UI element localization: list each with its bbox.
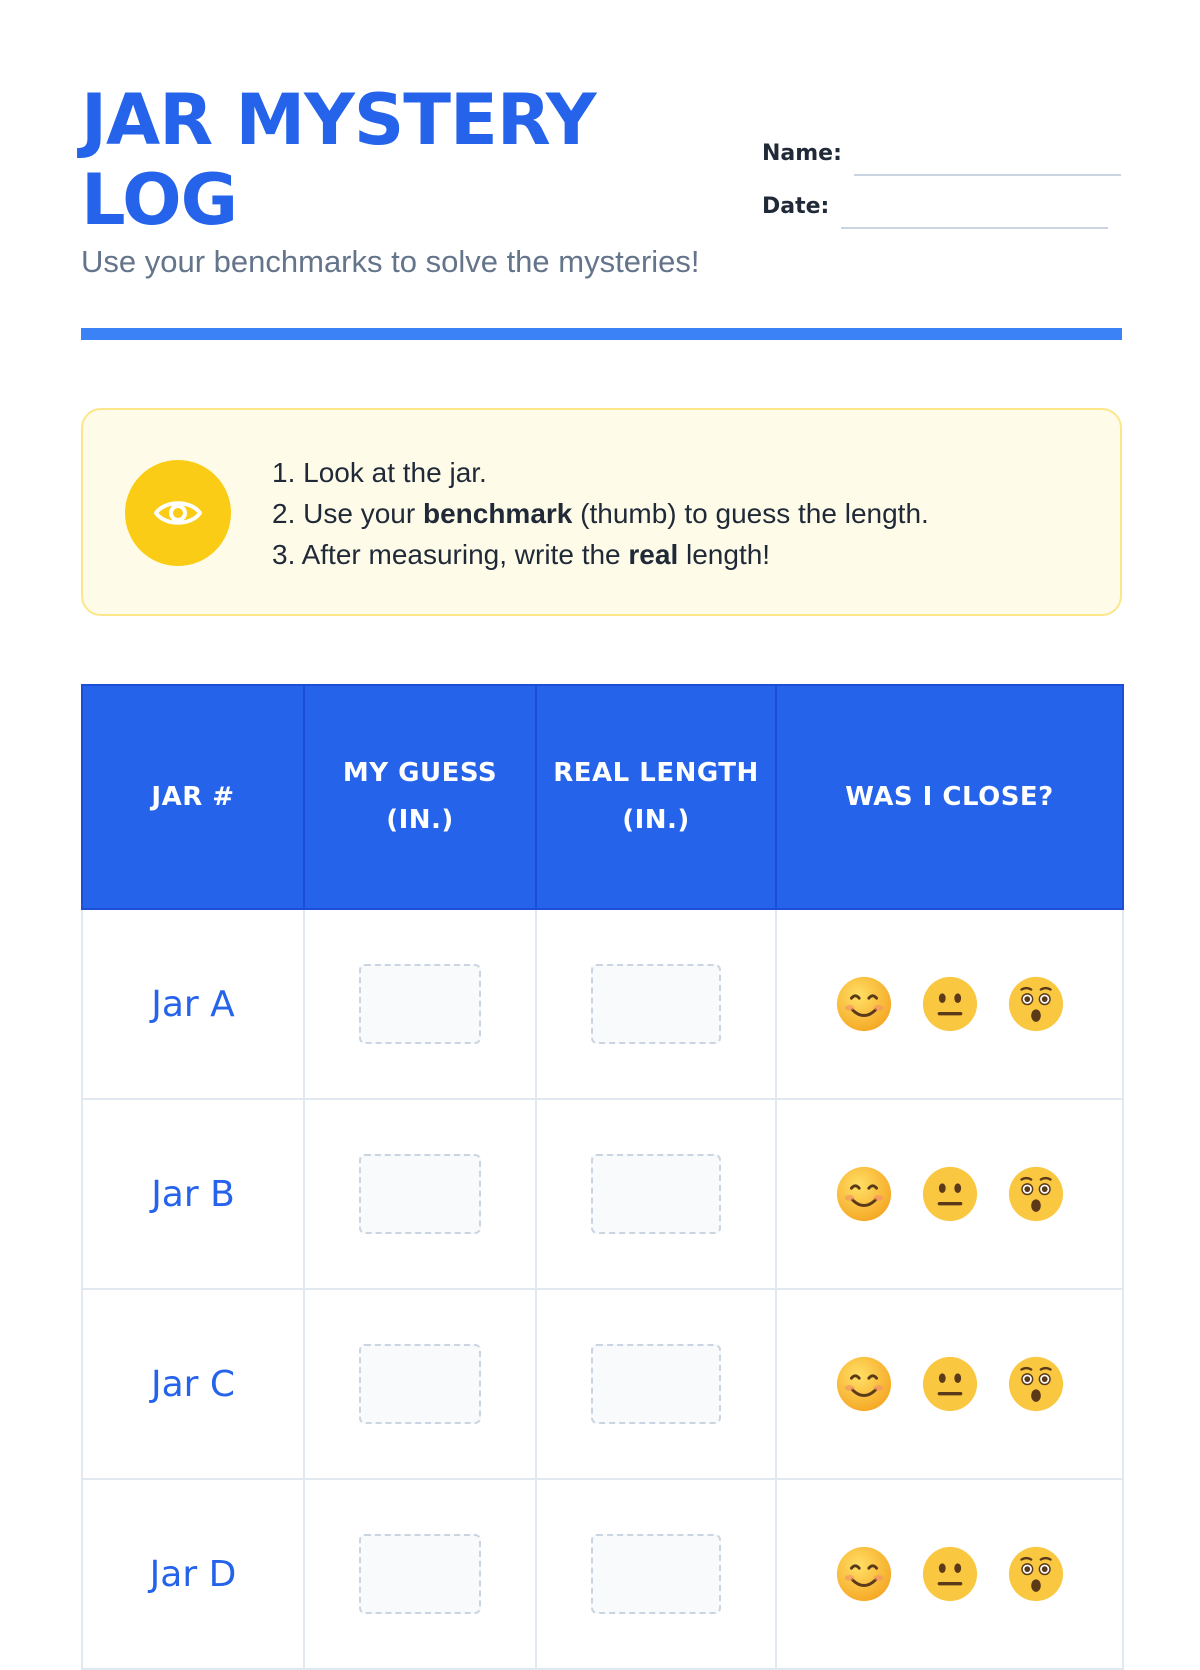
jar-name: Jar A [151, 983, 235, 1025]
guess-cell [304, 909, 536, 1099]
instruction-step: 2. Use your benchmark (thumb) to guess the length. [272, 498, 929, 529]
closeness-cell [776, 1479, 1123, 1669]
instruction-step: 1. Look at the jar. [272, 457, 487, 488]
real-length-answer-box[interactable] [591, 1344, 721, 1424]
neutral-face-icon[interactable] [921, 1165, 979, 1223]
header-divider [81, 328, 1122, 340]
surprised-face-icon[interactable] [1007, 975, 1065, 1033]
page-title: JAR MYSTERY LOG [81, 79, 596, 241]
header-jar-number: JAR # [82, 685, 304, 909]
surprised-face-icon[interactable] [1007, 1165, 1065, 1223]
header-was-i-close: WAS I CLOSE? [776, 685, 1123, 909]
smiling-face-icon[interactable] [835, 1545, 893, 1603]
table-row [82, 1099, 1123, 1289]
jar-cell [82, 1099, 304, 1289]
guess-cell [304, 1099, 536, 1289]
real-length-cell [536, 909, 776, 1099]
jar-name: Jar D [149, 1553, 237, 1595]
page-subtitle: Use your benchmarks to solve the mysteries! [81, 244, 700, 279]
header-real-length: REAL LENGTH (IN.) [536, 685, 776, 909]
jar-cell [82, 1289, 304, 1479]
guess-cell [304, 1479, 536, 1669]
neutral-face-icon[interactable] [921, 1545, 979, 1603]
eye-icon-badge [125, 460, 231, 566]
closeness-options [777, 975, 1122, 1033]
smiling-face-icon[interactable] [835, 1355, 893, 1413]
benchmark-emphasis: benchmark [422, 498, 573, 529]
guess-answer-box[interactable] [359, 1154, 481, 1234]
real-length-cell [536, 1289, 776, 1479]
closeness-cell [776, 1289, 1123, 1479]
neutral-face-icon[interactable] [921, 1355, 979, 1413]
real-length-answer-box[interactable] [591, 964, 721, 1044]
instruction-step: 3. After measuring, write the real length! [272, 539, 771, 570]
real-length-cell [536, 1479, 776, 1669]
closeness-options [777, 1355, 1122, 1413]
date-label: Date: [762, 194, 830, 219]
table-row [82, 1289, 1123, 1479]
header-my-guess: MY GUESS (IN.) [304, 685, 536, 909]
table-row [82, 909, 1123, 1099]
surprised-face-icon[interactable] [1007, 1355, 1065, 1413]
table-header-row [82, 685, 1123, 909]
name-field[interactable] [854, 174, 1121, 176]
jar-name: Jar B [151, 1173, 235, 1215]
instruction-steps [272, 452, 929, 575]
smiling-face-icon[interactable] [835, 1165, 893, 1223]
guess-answer-box[interactable] [359, 1344, 481, 1424]
surprised-face-icon[interactable] [1007, 1545, 1065, 1603]
real-length-cell [536, 1099, 776, 1289]
smiling-face-icon[interactable] [835, 975, 893, 1033]
table-row [82, 1479, 1123, 1669]
jar-cell [82, 1479, 304, 1669]
guess-answer-box[interactable] [359, 1534, 481, 1614]
closeness-options [777, 1165, 1122, 1223]
guess-cell [304, 1289, 536, 1479]
neutral-face-icon[interactable] [921, 975, 979, 1033]
real-length-answer-box[interactable] [591, 1154, 721, 1234]
jar-cell [82, 909, 304, 1099]
jar-name: Jar C [150, 1363, 236, 1405]
guess-answer-box[interactable] [359, 964, 481, 1044]
instructions-callout [81, 408, 1122, 616]
closeness-cell [776, 909, 1123, 1099]
date-field[interactable] [841, 227, 1108, 229]
name-label: Name: [762, 141, 842, 166]
eye-icon [153, 496, 203, 530]
jar-log-table [81, 684, 1124, 1670]
closeness-cell [776, 1099, 1123, 1289]
real-emphasis: real [628, 539, 679, 570]
closeness-options [777, 1545, 1122, 1603]
real-length-answer-box[interactable] [591, 1534, 721, 1614]
